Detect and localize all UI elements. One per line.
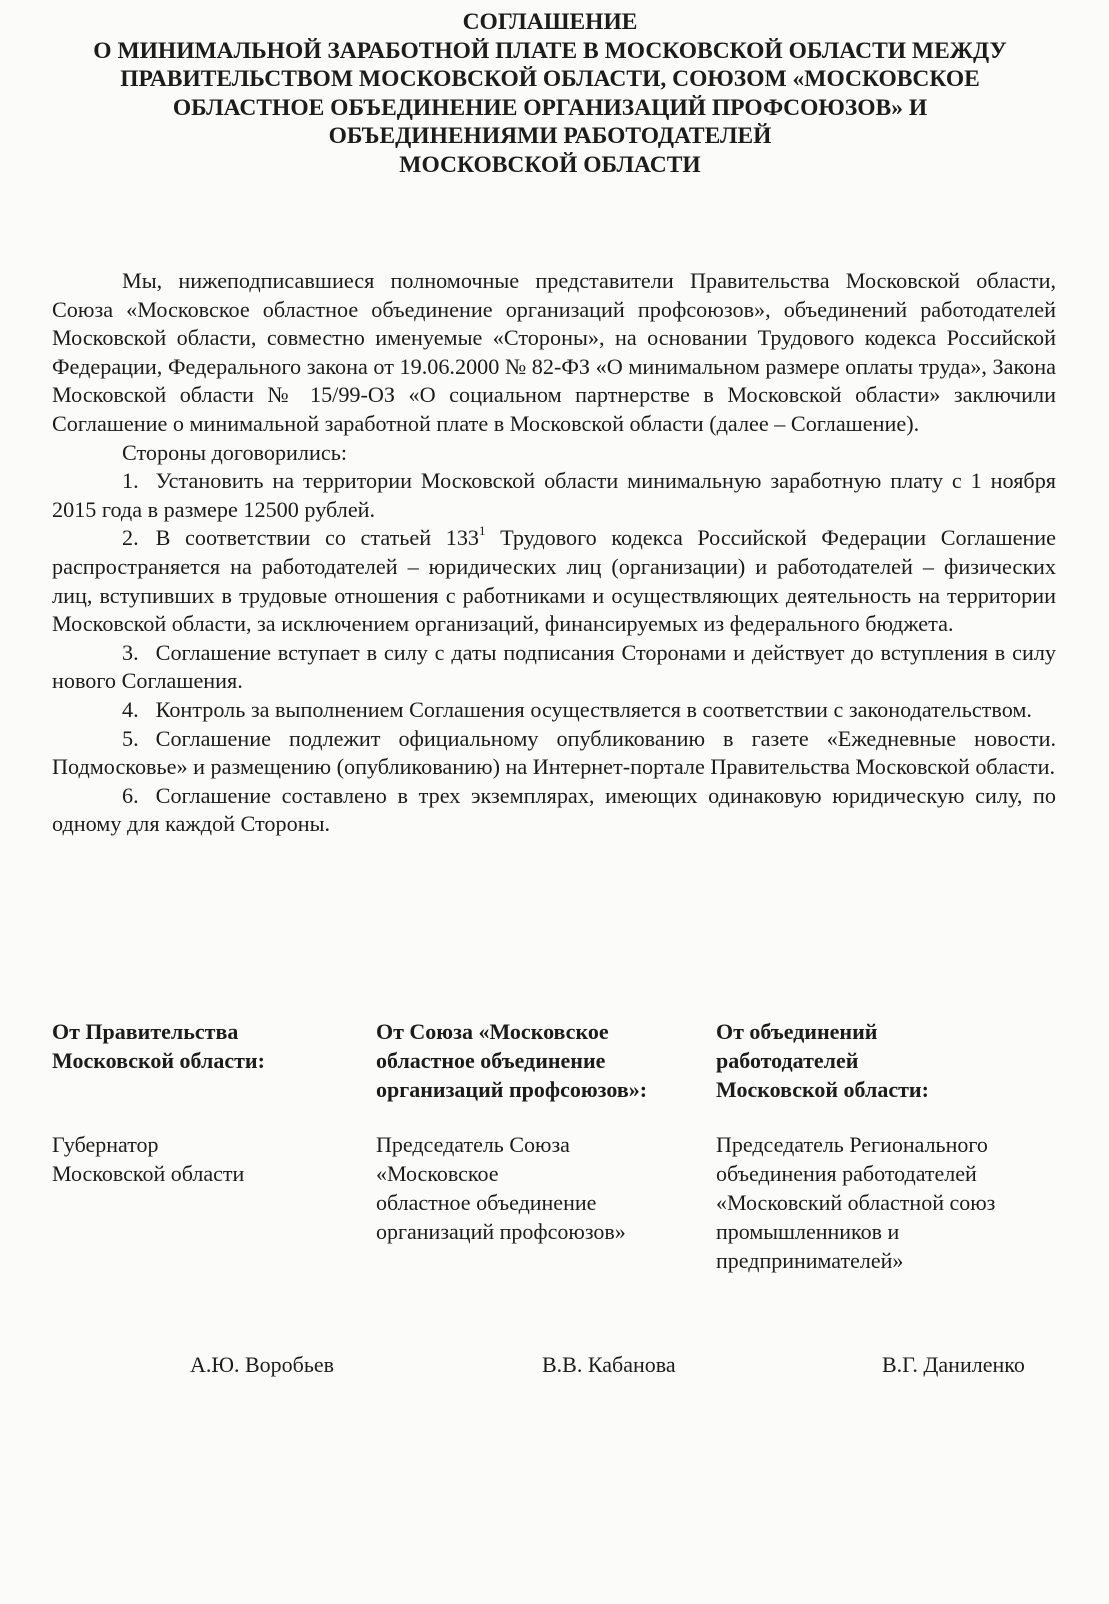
clause-text: В соответствии со статьей 133 (155, 525, 480, 551)
signature-block-union (376, 1017, 706, 1246)
clause-number: 4. (122, 696, 139, 722)
position-line: объединения работодателей (716, 1161, 977, 1186)
position-line: «Московский областной союз (716, 1190, 996, 1215)
clause-number: 2. (122, 525, 139, 551)
clause-number: 1. (122, 468, 139, 494)
position-line: Председатель Союза (376, 1132, 570, 1157)
position-line: Губернатор (52, 1132, 159, 1157)
position-line: промышленников и (716, 1219, 900, 1244)
party-line: работодателей (716, 1048, 859, 1073)
position-line: Председатель Регионального (716, 1132, 988, 1157)
party-line: От Союза «Московское (376, 1019, 609, 1044)
clause-6 (52, 782, 1056, 839)
position-line: «Московское (376, 1161, 499, 1186)
party-line: Московской области: (52, 1048, 265, 1073)
party-line: От Правительства (52, 1019, 239, 1044)
title-line: ОБЪЕДИНЕНИЯМИ РАБОТОДАТЕЛЕЙ (328, 123, 772, 149)
party-line: областное объединение (376, 1048, 606, 1073)
document-title (40, 8, 1060, 179)
clause-text: Контроль за выполнением Соглашения осуществляется в соответствии с законодательством. (155, 696, 1032, 722)
article-superscript: 1 (479, 522, 486, 538)
clause-text: Соглашение вступает в силу с даты подписания Сторонами и действует до вступления в силу нового Соглашения. (52, 639, 1056, 694)
signer-name-employers: В.Г. Даниленко (882, 1352, 1025, 1377)
signer-name-union: В.В. Кабанова (542, 1352, 676, 1377)
position-line: Московской области (52, 1161, 245, 1186)
agreed-paragraph: Стороны договорились: (122, 439, 348, 465)
title-line: ПРАВИТЕЛЬСТВОМ МОСКОВСКОЙ ОБЛАСТИ, СОЮЗОМ «МОСКОВСКОЕ (120, 66, 980, 92)
clause-text: Соглашение подлежит официальному опубликованию в газете «Ежедневные новости. Подмосковье» и размещению (опубликованию) на Интернет-портале Правительства Московской области. (52, 725, 1056, 780)
clause-text: Установить на территории Московской области минимальную заработную плату с 1 ноября 2015 года в размере 12500 рублей. (52, 468, 1056, 522)
signer-position (376, 1130, 706, 1246)
clause-text: Соглашение составлено в трех экземплярах, имеющих одинаковую юридическую силу, по одному для каждой Стороны. (52, 782, 1056, 837)
title-line: СОГЛАШЕНИЕ (462, 9, 638, 35)
title-line: О МИНИМАЛЬНОЙ ЗАРАБОТНОЙ ПЛАТЕ В МОСКОВСКОЙ ОБЛАСТИ МЕЖДУ (93, 37, 1007, 64)
clause-1 (52, 467, 1056, 524)
party-heading (376, 1017, 706, 1104)
signer-position (52, 1130, 352, 1188)
signer-position (716, 1130, 1046, 1275)
signature-block-employers (716, 1017, 1046, 1275)
clause-4 (52, 696, 1056, 725)
clause-5 (52, 725, 1056, 782)
title-line: МОСКОВСКОЙ ОБЛАСТИ (399, 151, 701, 178)
party-line: Московской области: (716, 1077, 929, 1102)
party-heading (52, 1017, 352, 1104)
party-line: От объединений (716, 1019, 878, 1044)
party-line: организаций профсоюзов»: (376, 1077, 648, 1102)
clause-number: 5. (122, 725, 139, 751)
position-line: областное объединение (376, 1190, 597, 1215)
clause-number: 6. (122, 782, 139, 808)
clause-3 (52, 639, 1056, 696)
intro-paragraph: Мы, нижеподписавшиеся полномочные представители Правительства Московской области, Союза «Московское областное объединение организаций профсоюзов», объединений работодателей Московской области, совместно именуемые «Стороны», на основании Трудового кодекса Российской Федерации, Федерального закона от 19.06.2000 № 82-ФЗ «О минимальном размере оплаты труда», Закона Московской области № 15/99-ОЗ «О социальном партнерстве в Московской области» заключили Соглашение о минимальной заработной плате в Московской области (далее – Соглашение). (52, 268, 1056, 436)
clause-text-continued: Трудового кодекса Российской Федерации Соглашение распространяется на работодателей – юридических лиц (организации) и работодателей – физических лиц, вступивших в трудовые отношения с работниками и осуществляющих деятельность на территории Московской области, за исключением организаций, финансируемых из федерального бюджета. (52, 525, 1057, 637)
position-line: организаций профсоюзов» (376, 1219, 626, 1244)
position-line: предпринимателей» (716, 1248, 904, 1273)
signature-block-government (52, 1017, 352, 1188)
document-body (52, 267, 1056, 839)
signer-name-government: А.Ю. Воробьев (190, 1352, 335, 1377)
party-heading (716, 1017, 1046, 1104)
title-line: ОБЛАСТНОЕ ОБЪЕДИНЕНИЕ ОРГАНИЗАЦИЙ ПРОФСОЮЗОВ» И (172, 94, 928, 121)
clause-number: 3. (122, 639, 139, 665)
clause-2 (52, 524, 1056, 638)
